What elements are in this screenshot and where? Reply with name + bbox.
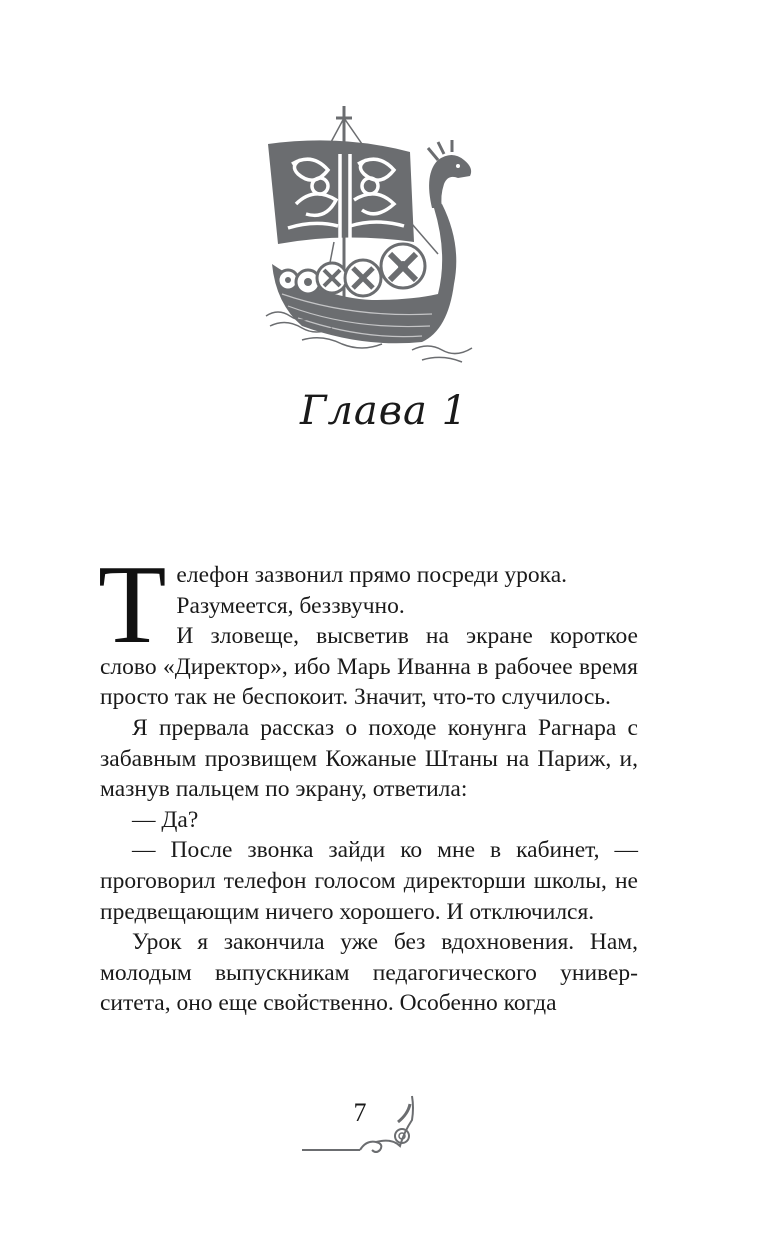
chapter-title: Глава 1 [299, 388, 469, 434]
page-footer [300, 1092, 420, 1154]
page-number: 7 [353, 1098, 367, 1127]
paragraph-5: — Да? [132, 806, 199, 833]
paragraph-4: Я прервала рассказ о походе конунга Рагнара с забавным прозвищем Кожаные Штаны на Париж, и, мазнув пальцем по экрану, ответила: [100, 714, 638, 803]
paragraph-1-text: елефон зазвонил прямо посреди урока. [176, 562, 568, 588]
chapter-body [98, 543, 638, 1019]
viking-longship-icon [262, 104, 478, 366]
paragraph-3: И зловеще, высветив на экране короткое слово «Директор», ибо Марь Иванна в рабочее время просто так не беспокоит. Значит, что-то случилось. [100, 623, 638, 711]
paragraph-6: — После звонка зайди ко мне в кабинет, — проговорил телефон голосом директорши школы, не предвещающим ничего хорошего. И отключился. [100, 837, 638, 925]
paragraph-2: Разумеется, беззвучно. [176, 592, 405, 619]
paragraph-7: Урок я закончила уже без вдохновения. Нам, молодым выпускникам педагогического университета, оно еще свойственно. Особенно когда [100, 929, 638, 1017]
dropcap: Т [98, 543, 167, 667]
